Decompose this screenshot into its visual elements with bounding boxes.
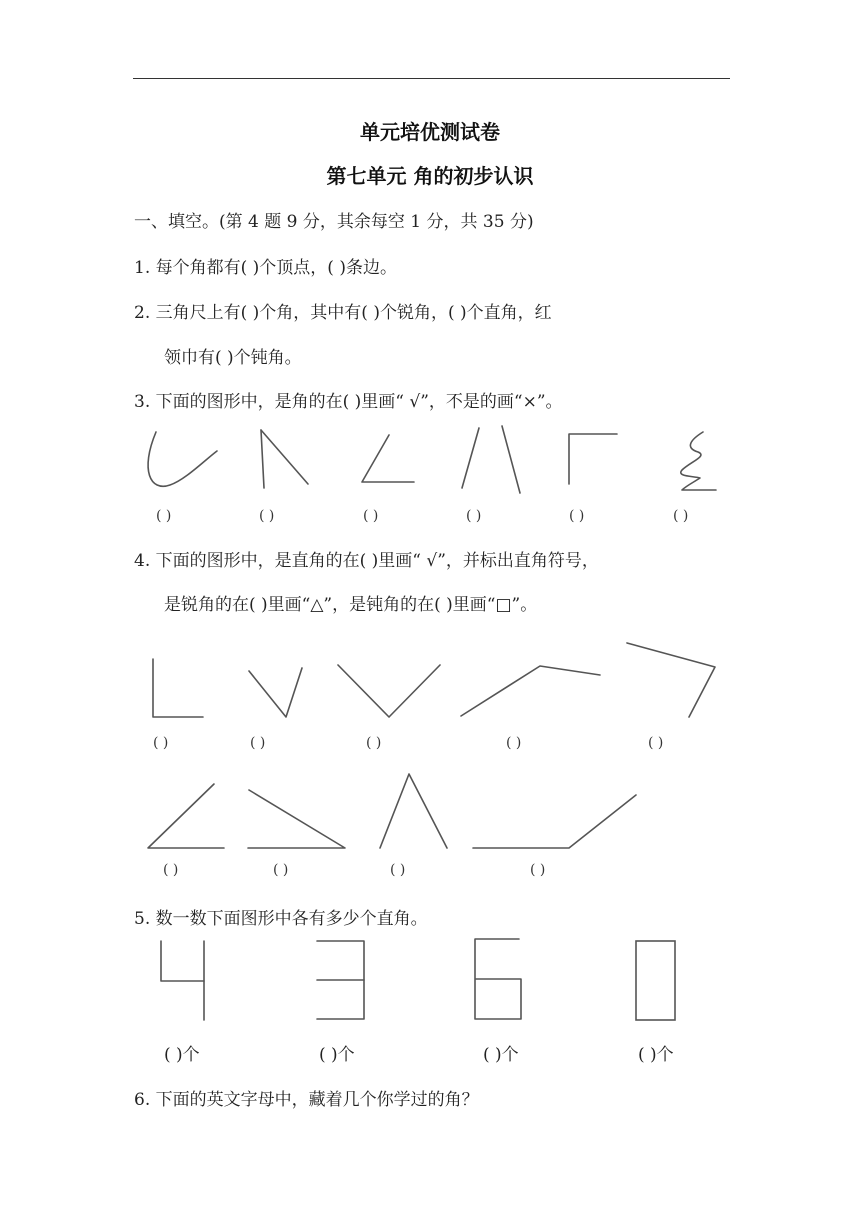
q3-figure-angle [261,430,264,488]
question-2-line-2: 领巾有( )个钝角。 [164,348,302,368]
q3-answer-blank[interactable]: ( ) [156,508,172,524]
q4-figure-v-angle [338,665,440,717]
q5-figure-rectangle [636,941,675,1020]
q4-answer-blank[interactable]: ( ) [390,862,406,878]
q4-figure-acute-angle [148,784,224,848]
question-1: 1. 每个角都有( )个顶点，( )条边。 [134,258,397,278]
q4-figure-right-angle [153,659,203,717]
top-rule [133,78,730,79]
q4-figure-acute-angle [249,668,302,717]
question-5: 5. 数一数下面图形中各有多少个直角。 [134,909,428,929]
q5-figure-four [161,941,204,981]
q3-answer-blank[interactable]: ( ) [363,508,379,524]
q3-figure-acute-angle [362,435,414,482]
question-4-line-1: 4. 下面的图形中，是直角的在( )里画“ √”，并标出直角符号， [134,551,599,571]
q4-answer-blank[interactable]: ( ) [250,735,266,751]
q5-count-blank[interactable]: ( )个 [319,1045,355,1065]
q3-figure-angle-ray [261,430,308,484]
question-4-line-2: 是锐角的在( )里画“△”，是钝角的在( )里画“□”。 [164,595,538,615]
q5-figure-three [317,941,364,1019]
q4-figure-triangle-angle [248,790,345,848]
q3-figure-right-angle [569,434,617,484]
q3-figure-curve [148,432,217,486]
q5-count-blank[interactable]: ( )个 [638,1045,674,1065]
q4-answer-blank[interactable]: ( ) [153,735,169,751]
q3-answer-blank[interactable]: ( ) [569,508,585,524]
page-subtitle: 第七单元 角的初步认识 [326,164,534,188]
q5-count-blank[interactable]: ( )个 [483,1045,519,1065]
q4-answer-blank[interactable]: ( ) [530,862,546,878]
q4-answer-blank[interactable]: ( ) [648,735,664,751]
q4-answer-blank[interactable]: ( ) [273,862,289,878]
question-2-line-1: 2. 三角尺上有( )个角，其中有( )个锐角，( )个直角，红 [134,303,552,323]
q4-answer-blank[interactable]: ( ) [366,735,382,751]
q5-count-blank[interactable]: ( )个 [164,1045,200,1065]
section-heading: 一、填空。(第 4 题 9 分，其余每空 1 分，共 35 分) [134,212,534,232]
q3-answer-blank[interactable]: ( ) [673,508,689,524]
q5-figure-six [475,939,521,1019]
q4-figure-wide-angle [473,795,636,848]
q4-figure-obtuse-angle [461,666,600,716]
q3-answer-blank[interactable]: ( ) [466,508,482,524]
question-6: 6. 下面的英文字母中，藏着几个你学过的角？ [134,1090,479,1110]
q3-figure-zigzag [681,432,716,490]
q4-figure-peak-angle [380,774,447,848]
q4-figure-open-angle [627,643,715,717]
page-title: 单元培优测试卷 [360,120,500,144]
q3-answer-blank[interactable]: ( ) [259,508,275,524]
q3-figure-open-lines-right [502,426,520,493]
q4-answer-blank[interactable]: ( ) [506,735,522,751]
q4-answer-blank[interactable]: ( ) [163,862,179,878]
question-3: 3. 下面的图形中，是角的在( )里画“ √”，不是的画“×”。 [134,392,563,412]
q3-figure-open-lines-left [462,428,479,488]
